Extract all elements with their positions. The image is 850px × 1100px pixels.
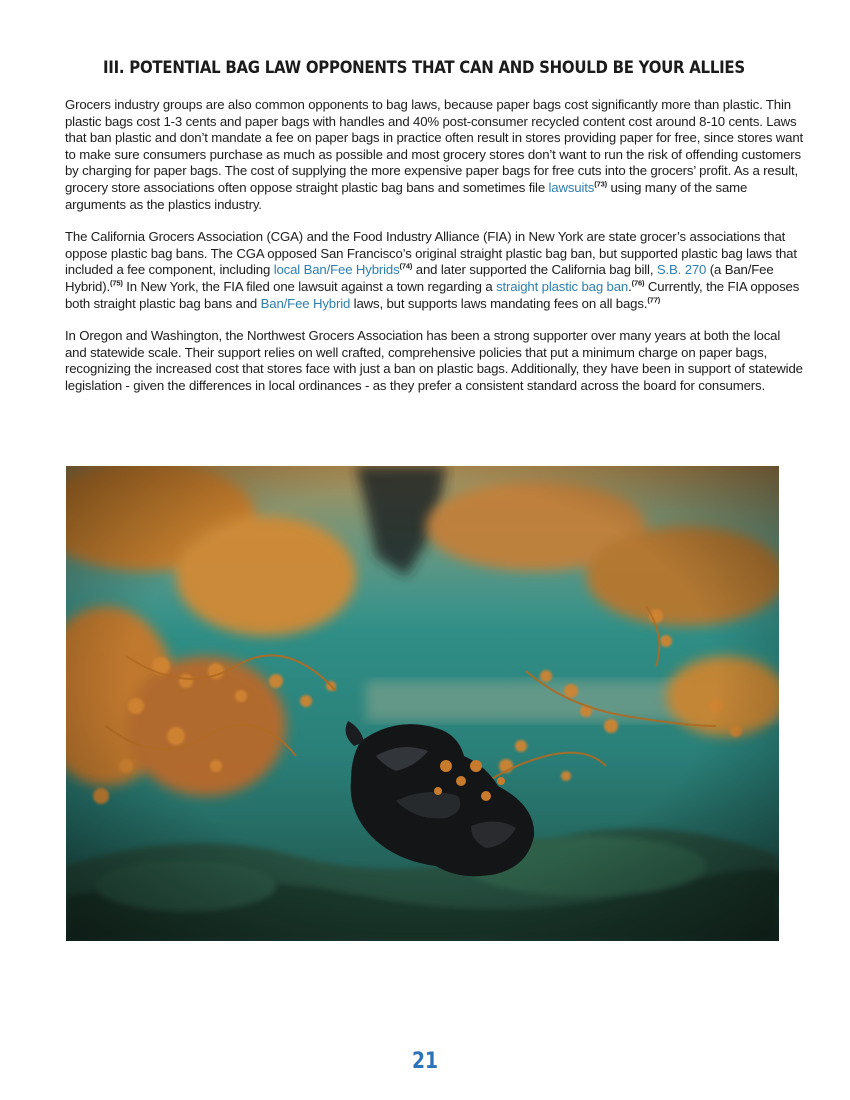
lawsuits-link[interactable]: lawsuits: [548, 179, 595, 195]
section-heading: III. POTENTIAL BAG LAW OPPONENTS THAT CAN AND SHOULD BE YOUR ALLIES: [103, 58, 745, 78]
page-number: 21: [411, 1049, 439, 1074]
body-text: [65, 97, 805, 411]
text: The California Grocers Association (CGA) and the Food Industry Alliance (FIA) in New York are state grocer’s associations that oppose plastic bag bans. The CGA opposed San Francisco’s original straight plastic bag ban, but supported plastic bag laws that included a fee component, including: [65, 229, 797, 278]
straight-plastic-bag-ban-link[interactable]: straight plastic bag ban: [496, 278, 629, 294]
ban-fee-hybrid-link[interactable]: Ban/Fee Hybrid: [260, 295, 351, 311]
footnote-73: (73): [594, 179, 607, 189]
text: (a Ban/Fee Hybrid).: [65, 262, 774, 294]
text: Grocers industry groups are also common opponents to bag laws, because paper bags cost significantly more than plastic. Thin plastic bags cost 1-3 cents and paper bags with handles and 40% post-consumer recycled content cost around 8-10 cents. Laws that ban plastic and don’t mandate a fee on paper bags in practice often result in stores providing paper for free, since stores want to make sure consumers purchase as much as possible and most grocery stores don’t want to run the risk of offending customers by charging for paper bags. The cost of supplying the more expensive paper bags for free cuts into the grocers’ profit. As a result, grocery store associations often oppose straight plastic bag bans and sometimes file: [65, 97, 804, 195]
text: In Oregon and Washington, the Northwest Grocers Association has been a strong supporter over many years at both the local and statewide scale. Their support relies on well crafted, comprehensive policies that put a minimum charge on paper bags, recognizing the increased cost that stores face with just a ban on plastic bags. Additionally, they have been in support of statewide legislation - given the differences in local ordinances - as they prefer a consistent standard across the board for consumers.: [65, 328, 803, 393]
text: and later supported the California bag bill,: [412, 262, 657, 278]
text: laws, but supports laws mandating fees on all bags.: [350, 295, 648, 311]
text: Currently, the FIA opposes both straight plastic bag bans and: [65, 278, 800, 311]
footnote-77: (77): [647, 295, 661, 305]
footnote-76: (76): [631, 278, 645, 288]
text: In New York, the FIA filed one lawsuit against a town regarding a: [122, 278, 497, 294]
local-ban-fee-hybrids-link[interactable]: local Ban/Fee Hybrids: [273, 262, 400, 278]
photo-illustration: [66, 466, 779, 941]
footnote-74: (74): [399, 261, 413, 271]
paragraph-northwest-grocers: [65, 328, 805, 394]
text: .: [628, 278, 632, 294]
sb-270-link[interactable]: S.B. 270: [656, 262, 707, 278]
underwater-plastic-bag-photo: [66, 466, 779, 941]
footnote-75: (75): [109, 278, 123, 288]
paragraph-cga-fia: [65, 229, 805, 312]
text: using many of the same arguments as the plastics industry.: [65, 179, 748, 212]
paragraph-grocers-industry: [65, 97, 805, 213]
